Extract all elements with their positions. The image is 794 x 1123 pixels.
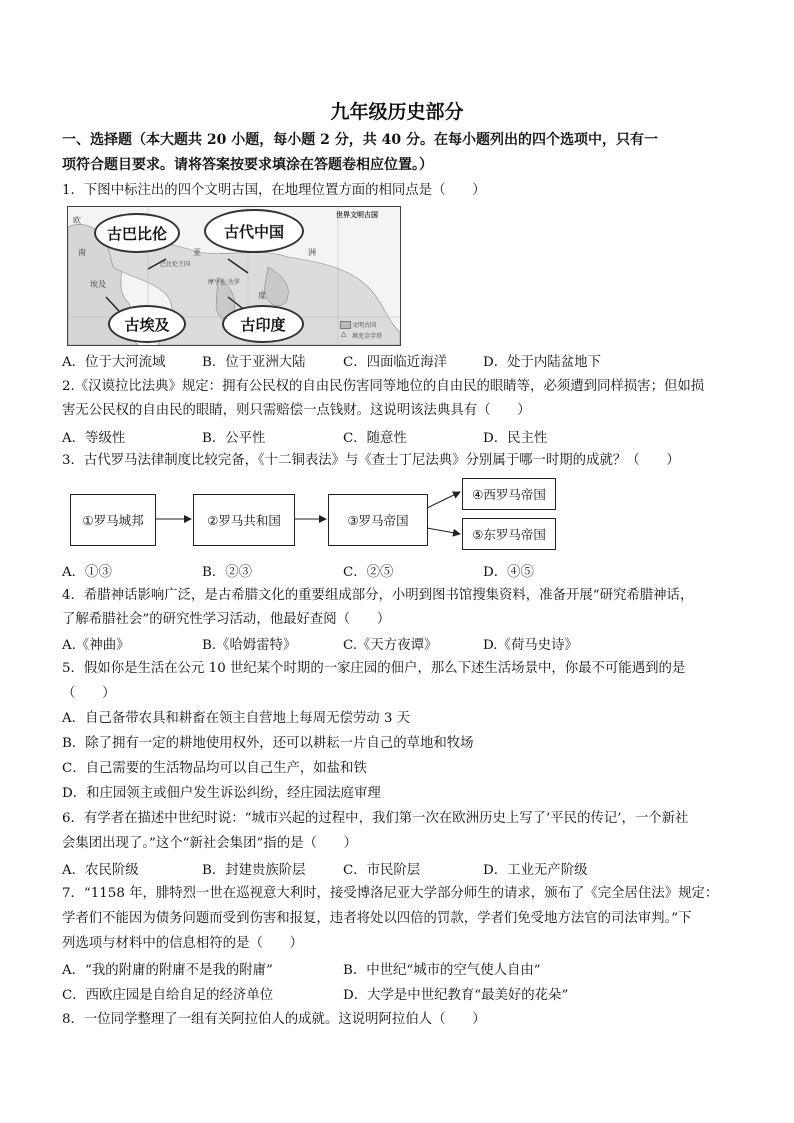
page-title: 九年级历史部分 [330, 101, 464, 123]
section-heading-line-2: 项符合题目要求。请将答案按要求填涂在答题卷相应位置。） [62, 157, 433, 173]
q1-world-civilization-map [67, 206, 401, 346]
q4-stem-1: 4．希腊神话影响广泛，是古希腊文化的重要组成部分，小明到图书馆搜集资料，准备开展“研究希腊神话， [62, 588, 694, 603]
q5-option-b: B．除了拥有一定的耕地使用权外，还可以耕耘一片自己的草地和牧场 [62, 736, 474, 751]
map-label-babylon: 巴比伦王国 [160, 261, 191, 268]
legend-swatch-civilization [340, 321, 351, 329]
map-label-ou: 欧 [73, 216, 81, 225]
q5-stem-2: （ ） [62, 686, 116, 701]
q1-option-a: A．位于大河流域 [62, 355, 166, 370]
q4-option-d: D.《荷马史诗》 [483, 638, 578, 653]
section-heading-line-1: 一、选择题（本大题共 20 小题，每小题 2 分，共 40 分。在每小题列出的四个选项中，只有一 [62, 132, 658, 148]
q3-option-d: D．④⑤ [483, 565, 534, 580]
map-label-zhou: 洲 [308, 248, 316, 257]
q6-option-c: C．市民阶层 [343, 863, 421, 878]
flow-box-roman-empire: ③罗马帝国 [328, 494, 428, 546]
q2-stem-2: 害无公民权的自由民的眼睛，则只需赔偿一点钱财。这说明该法典具有（ ） [62, 403, 531, 418]
triangle-icon: △ [341, 330, 347, 338]
legend-label-civilization: 文明古国 [352, 322, 377, 329]
map-label-ya: 亚 [193, 248, 201, 257]
q2-option-d: D．民主性 [483, 431, 548, 446]
q7-stem-1: 7．“1158 年，腓特烈一世在巡视意大利时，接受博洛尼亚大学部分师生的请求，颁布了《完全居住法》规定： [62, 886, 719, 901]
q7-option-a: A．“我的附庸的附庸不是我的附庸” [62, 963, 273, 978]
map-corner-title: 世界文明古国 [336, 211, 378, 219]
q1-option-b: B．位于亚洲大陆 [202, 355, 306, 370]
map-label-egypt: 埃及 [90, 280, 106, 289]
q6-stem-2: 会集团出现了。”这个“新社会集团”指的是（ ） [62, 836, 358, 851]
q4-option-c: C.《天方夜谭》 [343, 638, 438, 653]
flow-box-roman-city-state: ①罗马城邦 [70, 494, 156, 546]
q2-option-b: B．公平性 [202, 431, 266, 446]
q5-stem-1: 5．假如你是生活在公元 10 世纪某个时期的一家庄园的佃户，那么下述生活场景中，你最不可能遇到的是 [62, 661, 686, 676]
q6-stem-1: 6．有学者在描述中世纪时说：“城市兴起的过程中，我们第一次在欧洲历史上写了‘平民的传记’，一个新社 [62, 811, 689, 826]
q6-option-b: B．封建贵族阶层 [202, 863, 306, 878]
q3-stem: 3．古代罗马法律制度比较完备，《十二铜表法》与《查士丁尼法典》分别属于哪一时期的成就？（ ） [62, 453, 680, 468]
q2-option-c: C．随意性 [343, 431, 407, 446]
map-label-nan: 南 [78, 248, 86, 257]
map-label-du: 度 [258, 291, 266, 300]
q1-option-d: D．处于内陆盆地下 [483, 355, 601, 370]
q6-option-a: A．农民阶级 [62, 863, 139, 878]
bubble-egypt: 古埃及 [108, 305, 186, 343]
q6-option-d: D．工业无产阶级 [483, 863, 588, 878]
q7-option-b: B．中世纪“城市的空气使人自由” [343, 963, 541, 978]
q5-option-d: D．和庄园领主或佃户发生诉讼纠纷，经庄园法庭审理 [62, 786, 381, 801]
q1-stem: 1．下图中标注出的四个文明古国，在地理位置方面的相同点是（ ） [62, 183, 486, 198]
map-label-mohenjo: 摩亨佐·达罗 [208, 279, 240, 286]
q2-stem-1: 2.《汉谟拉比法典》规定：拥有公民权的自由民伤害同等地位的自由民的眼睛等，必须遭到同样损害；但如损 [62, 379, 705, 394]
q3-option-c: C．②⑤ [343, 565, 394, 580]
q7-stem-3: 列选项与材料中的信息相符的是（ ） [62, 936, 304, 951]
bubble-babylon: 古巴比伦 [94, 213, 180, 253]
q4-option-b: B.《哈姆雷特》 [202, 638, 297, 653]
q7-stem-2: 学者们不能因为债务问题而受到伤害和报复，违者将处以四倍的罚款，学者们免受地方法官的司法审判。”下 [62, 911, 692, 926]
q5-option-a: A．自己备带农具和耕畜在领主自营地上每周无偿劳动 3 天 [62, 711, 411, 726]
q1-option-c: C．四面临近海洋 [343, 355, 447, 370]
flow-box-western-roman-empire: ④西罗马帝国 [462, 478, 556, 510]
bubble-india: 古印度 [222, 305, 304, 343]
q3-option-b: B．②③ [202, 565, 253, 580]
q4-option-a: A.《神曲》 [62, 638, 130, 653]
q4-stem-2: 了解希腊社会”的研究性学习活动，他最好查阅（ ） [62, 612, 391, 627]
flow-box-eastern-roman-empire: ⑤东罗马帝国 [462, 518, 556, 550]
flow-box-roman-republic: ②罗马共和国 [193, 494, 295, 546]
q7-option-d: D．大学是中世纪教育“最美好的花朵” [343, 988, 569, 1003]
q7-option-c: C．西欧庄园是自给自足的经济单位 [62, 988, 274, 1003]
q5-option-c: C．自己需要的生活物品均可以自己生产，如盐和铁 [62, 761, 367, 776]
q2-option-a: A．等级性 [62, 431, 126, 446]
q3-option-a: A．①③ [62, 565, 112, 580]
q8-stem: 8．一位同学整理了一组有关阿拉伯人的成就。这说明阿拉伯人（ ） [62, 1012, 486, 1027]
bubble-ancient-china: 古代中国 [204, 209, 304, 253]
legend-label-pyramid: 填充金字塔 [352, 333, 383, 340]
